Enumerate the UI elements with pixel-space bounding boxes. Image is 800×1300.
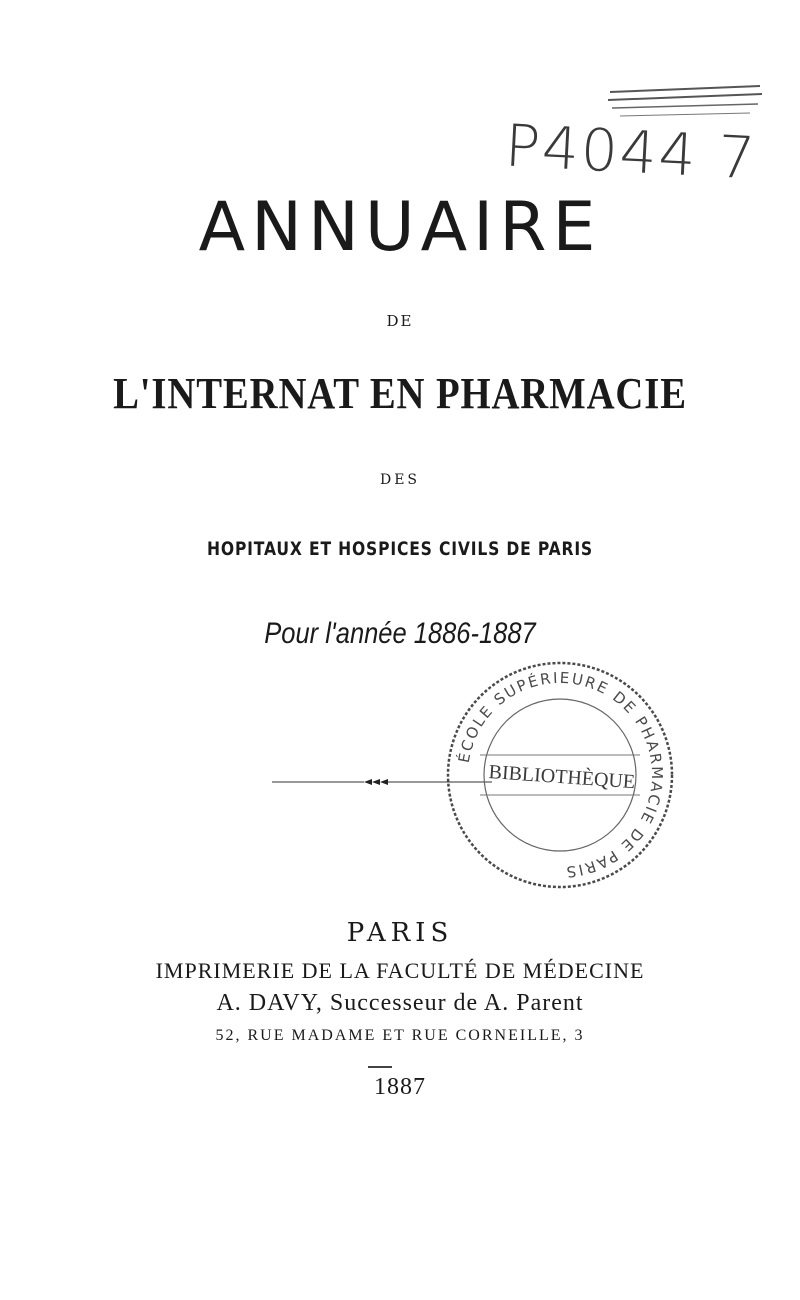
imprint-address: 52, RUE MADAME ET RUE CORNEILLE, 3 xyxy=(215,1027,585,1044)
library-stamp xyxy=(440,655,680,895)
subtitle-internat: L'INTERNAT EN PHARMACIE xyxy=(113,369,687,418)
connector-des: DES xyxy=(379,472,421,488)
institution-line: HOPITAUX ET HOSPICES CIVILS DE PARIS xyxy=(207,538,593,560)
connector-de: DE xyxy=(386,312,414,330)
stamp-ring-text: ÉCOLE SUPÉRIEURE DE PHARMACIE DE PARIS xyxy=(454,668,667,882)
imprint-city: PARIS xyxy=(346,918,454,948)
handwritten-shelfmark: P4044 7 xyxy=(503,111,759,193)
year-range: Pour l'année 1886-1887 xyxy=(264,617,536,650)
title-annuaire: ANNUAIRE xyxy=(198,188,602,267)
year-divider xyxy=(368,1066,392,1068)
imprint-year: 1887 xyxy=(374,1074,426,1100)
stamp-center-text: BIBLIOTHÈQUE xyxy=(487,761,636,794)
imprint-publisher: A. DAVY, Successeur de A. Parent xyxy=(216,990,584,1016)
imprint-printer: IMPRIMERIE DE LA FACULTÉ DE MÉDECINE xyxy=(155,958,645,983)
